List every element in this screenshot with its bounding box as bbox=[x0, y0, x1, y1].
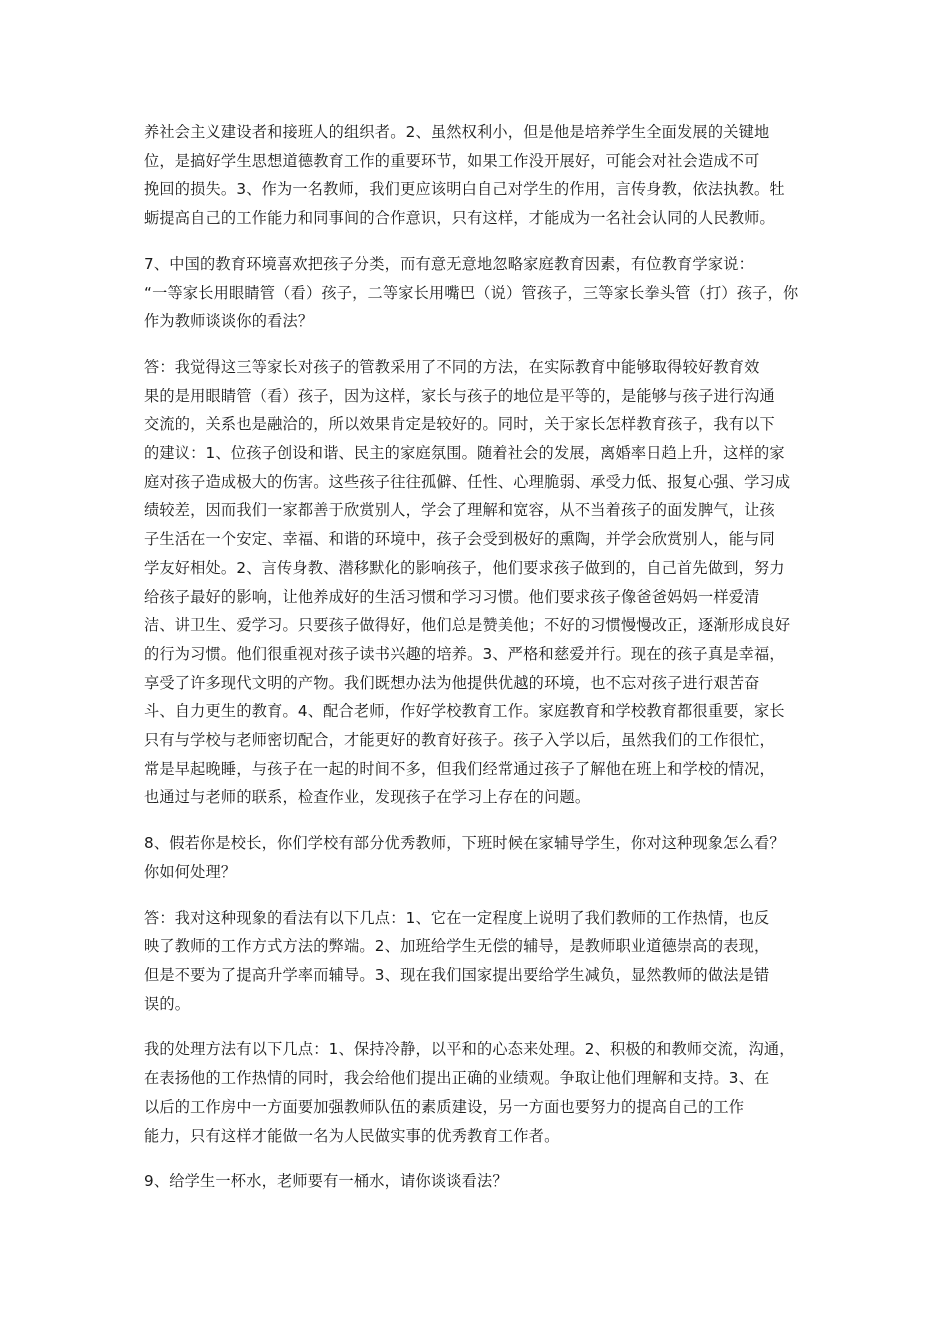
answer-8-handling: 我的处理方法有以下几点：1、保持冷静，以平和的心态来处理。2、积极的和教师交流，沟通， 在表扬他的工作热情的同时，我会给他们提出正确的业绩观。争取让他们理解和支持。3、在 以后的工作房中一方面要加强教师队伍的素质建设，另一方面也要努力的提高自己的工作 能力，只有这样才能做一名为人民做实事的优秀教育工作者。 bbox=[144, 1040, 795, 1145]
question-9: 9、给学生一杯水，老师要有一桶水，请你谈谈看法？ bbox=[144, 1172, 508, 1191]
question-8: 8、假若你是校长，你们学校有部分优秀教师，下班时候在家辅导学生，你对这种现象怎么看？ 你如何处理？ bbox=[144, 834, 785, 881]
answer-7: 答：我觉得这三等家长对孩子的管教采用了不同的方法，在实际教育中能够取得较好教育效 果的是用眼睛管（看）孩子，因为这样，家长与孩子的地位是平等的，是能够与孩子进行沟通 交流的，关系也是融洽的，所以效果肯定是较好的。同时，关于家长怎样教育孩子，我有以下 的建议：1、位孩子创设和谐、民主的家庭氛围。随着社会的发展，离婚率日趋上升，这样的家 庭对孩子造成极大的伤害。这些孩子往往孤僻、任性、心理脆弱、承受力低、报复心强、学习成 绩较差，因而我们一家都善于欣赏别人，学会了理解和宽容，从不当着孩子的面发脾气，让孩 子生活在一个安定、幸福、和谐的环境中，孩子会受到极好的熏陶，并学会欣赏别人，能与同 学友好相处。2、言传身教、潜移默化的影响孩子，他们要求孩子做到的，自己首先做到，努力 给孩子最好的影响，让他养成好的生活习惯和学习习惯。他们要求孩子像爸爸妈妈一样爱清 洁、讲卫生、爱学习。只要孩子做得好，他们总是赞美他；不好的习惯慢慢改正，逐渐形成良好 的行为习惯。他们很重视对孩子读书兴趣的培养。3、严格和慈爱并行。现在的孩子真是幸福， 享受了许多现代文明的产物。我们既想办法为他提供优越的环境，也不忘对孩子进行艰苦奋 斗、自力更生的教育。4、配合老师，作好学校教育工作。家庭教育和学校教育都很重要，家长 只有与学校与老师密切配合，才能更好的教育好孩子。孩子入学以后，虽然我们的工作很忙， 常是早起晚睡，与孩子在一起的时间不多，但我们经常通过孩子了解他在班上和学校的情况， 也通过与老师的联系，检查作业，发现孩子在学习上存在的问题。 bbox=[144, 357, 791, 807]
document-page bbox=[144, 118, 820, 1213]
paragraph-continuation: 养社会主义建设者和接班人的组织者。2、虽然权利小，但是他是培养学生全面发展的关键地 位，是搞好学生思想道德教育工作的重要环节，如果工作没开展好，可能会对社会造成不可 挽回的损失。3、作为一名教师，我们更应该明白自己对学生的作用，言传身教，依法执教。牡 蛎提高自己的工作能力和同事间的合作意识，只有这样，才能成为一名社会认同的人民教师。 bbox=[144, 123, 785, 228]
answer-8-views: 答：我对这种现象的看法有以下几点：1、它在一定程度上说明了我们教师的工作热情，也反 映了教师的工作方式方法的弊端。2、加班给学生无偿的辅导，是教师职业道德崇高的表现， 但是不要为了提高升学率而辅导。3、现在我们国家提出要给学生减负，显然教师的做法是错 误的。 bbox=[144, 908, 770, 1013]
question-7: 7、中国的教育环境喜欢把孩子分类，而有意无意地忽略家庭教育因素，有位教育学家说： “一等家长用眼睛管（看）孩子，二等家长用嘴巴（说）管孩子，三等家长拳头管（打）孩子，你 作为教师谈谈你的看法？ bbox=[144, 254, 799, 331]
